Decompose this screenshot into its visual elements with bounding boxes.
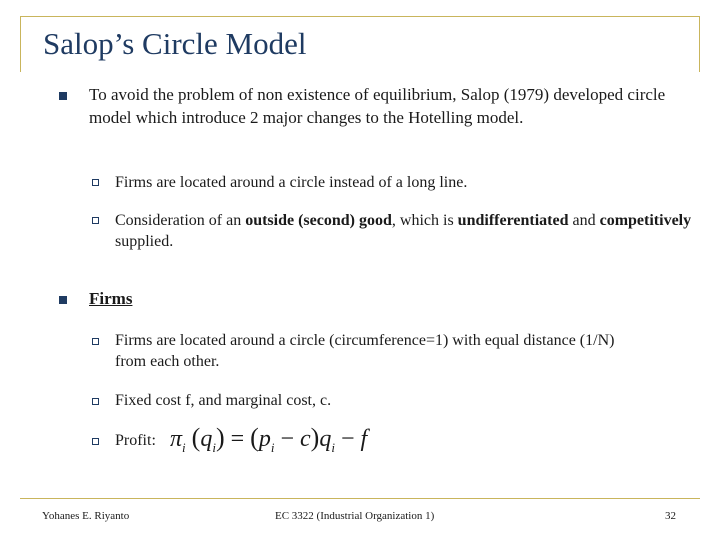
bullet-square-icon (59, 296, 67, 304)
sub-2-bold-3: competitively (599, 212, 692, 229)
left-rule (20, 16, 21, 72)
checkbox-bullet-icon (92, 179, 99, 186)
sub-2-text-1: Consideration of an (115, 212, 246, 229)
sub-2-bold-1: outside (second) good (245, 212, 392, 229)
formula-f: f (360, 426, 368, 452)
formula-rparen: ) (215, 423, 225, 452)
formula-minus: − (340, 426, 355, 452)
formula-lparen: ( (250, 423, 259, 452)
checkbox-bullet-icon (92, 217, 99, 224)
footer-author: Yohanes E. Riyanto (42, 510, 130, 522)
bullet-1-sub-1: Firms are located around a circle instead of a long line. (115, 174, 468, 191)
bottom-rule (20, 498, 700, 499)
bullet-square-icon (59, 92, 67, 100)
bullet-2-sub-1: Firms are located around a circle (circumference=1) with equal distance (1/N) from each other. (115, 332, 615, 370)
slide-title: Salop’s Circle Model (43, 26, 307, 61)
checkbox-bullet-icon (92, 398, 99, 405)
checkbox-bullet-icon (92, 338, 99, 345)
formula-q: q (200, 426, 213, 452)
formula-equals: = (230, 426, 245, 452)
formula-pi: π (170, 426, 183, 452)
formula-sub-i: i (182, 439, 186, 455)
formula-q: q (319, 426, 332, 452)
formula-p: p (258, 426, 271, 452)
formula-c: c (300, 426, 311, 452)
formula-lparen: ( (191, 423, 201, 452)
profit-formula (170, 423, 367, 456)
sub-2-text-3: and (568, 212, 600, 229)
bullet-1-sub-2 (115, 210, 695, 252)
sub-2-text-2: , which is (391, 212, 458, 229)
top-rule (20, 16, 700, 17)
formula-rparen: ) (310, 423, 320, 452)
formula-minus: − (280, 426, 295, 452)
formula-sub-i: i (331, 439, 335, 455)
bullet-1-text: To avoid the problem of non existence of equilibrium, Salop (1979) developed circle model which introduce 2 major changes to the Hotelling model. (89, 85, 666, 127)
footer-page-number: 32 (665, 510, 676, 522)
sub-2-bold-2: undifferentiated (457, 212, 569, 229)
bullet-2-heading: Firms (89, 289, 133, 308)
right-rule (699, 16, 700, 72)
formula-sub-i: i (212, 439, 216, 455)
footer-course: EC 3322 (Industrial Organization 1) (275, 510, 435, 522)
formula-sub-i: i (270, 439, 275, 455)
bullet-2-sub-3: Profit: (115, 432, 156, 449)
bullet-2-sub-2: Fixed cost f, and marginal cost, c. (115, 392, 332, 409)
checkbox-bullet-icon (92, 438, 99, 445)
sub-2-text-4: supplied. (115, 233, 174, 250)
